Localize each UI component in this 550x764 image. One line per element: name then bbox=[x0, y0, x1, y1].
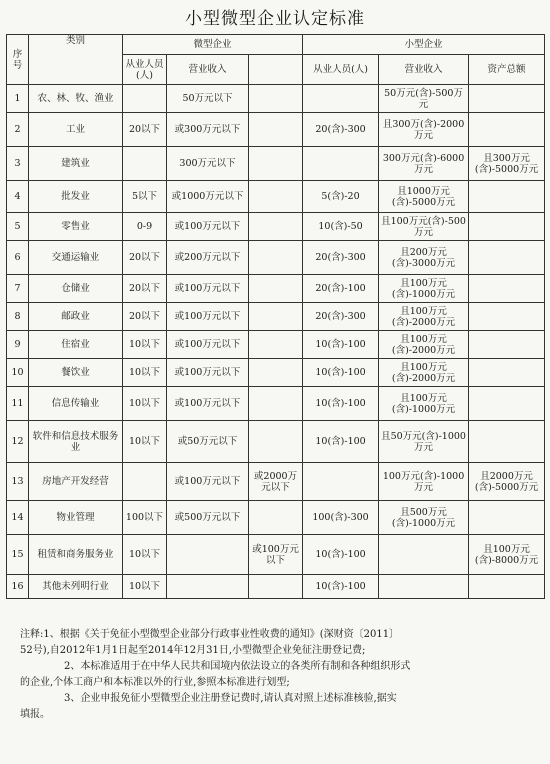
small-employees: 20(含)-100 bbox=[303, 275, 379, 303]
small-assets bbox=[469, 85, 545, 113]
header-small: 小型企业 bbox=[303, 35, 545, 55]
row-number: 5 bbox=[7, 213, 29, 241]
row-number: 10 bbox=[7, 359, 29, 387]
micro-revenue: 或500万元以下 bbox=[167, 501, 249, 535]
micro-assets bbox=[249, 241, 303, 275]
header-micro-assets bbox=[249, 55, 303, 85]
header-small-revenue: 营业收入 bbox=[379, 55, 469, 85]
small-revenue: 且100万元(含)-1000万元 bbox=[379, 387, 469, 421]
table-row bbox=[7, 275, 545, 303]
row-category: 餐饮业 bbox=[29, 359, 123, 387]
table-row bbox=[7, 421, 545, 463]
row-category: 交通运输业 bbox=[29, 241, 123, 275]
table-row bbox=[7, 501, 545, 535]
row-category: 软件和信息技术服务业 bbox=[29, 421, 123, 463]
small-employees: 10(含)-100 bbox=[303, 331, 379, 359]
row-number: 12 bbox=[7, 421, 29, 463]
micro-employees: 100以下 bbox=[123, 501, 167, 535]
micro-employees: 20以下 bbox=[123, 303, 167, 331]
micro-assets bbox=[249, 421, 303, 463]
small-assets bbox=[469, 303, 545, 331]
micro-revenue: 50万元以下 bbox=[167, 85, 249, 113]
small-revenue: 且100万元(含)-1000万元 bbox=[379, 275, 469, 303]
table-row bbox=[7, 85, 545, 113]
small-employees: 10(含)-100 bbox=[303, 575, 379, 599]
header-micro-revenue: 营业收入 bbox=[167, 55, 249, 85]
micro-revenue: 或50万元以下 bbox=[167, 421, 249, 463]
page-title: 小型微型企业认定标准 bbox=[185, 9, 365, 29]
micro-assets bbox=[249, 331, 303, 359]
small-assets bbox=[469, 575, 545, 599]
small-assets bbox=[469, 421, 545, 463]
row-number: 15 bbox=[7, 535, 29, 575]
small-employees: 10(含)-100 bbox=[303, 535, 379, 575]
small-employees: 100(含)-300 bbox=[303, 501, 379, 535]
table-row bbox=[7, 575, 545, 599]
header-small-assets: 资产总额 bbox=[469, 55, 545, 85]
micro-employees: 10以下 bbox=[123, 359, 167, 387]
table-row bbox=[7, 147, 545, 181]
row-category: 住宿业 bbox=[29, 331, 123, 359]
micro-revenue: 或100万元以下 bbox=[167, 275, 249, 303]
micro-employees: 20以下 bbox=[123, 275, 167, 303]
small-revenue: 且1000万元(含)-5000万元 bbox=[379, 181, 469, 213]
small-employees: 20(含)-300 bbox=[303, 113, 379, 147]
micro-employees bbox=[123, 147, 167, 181]
note-1-cont: 52号),自2012年1月1日起至2014年12月31日,小型微型企业免征注册登记费; bbox=[20, 645, 366, 656]
small-assets bbox=[469, 387, 545, 421]
small-revenue: 且50万元(含)-1000万元 bbox=[379, 421, 469, 463]
micro-employees bbox=[123, 463, 167, 501]
table-row bbox=[7, 387, 545, 421]
row-number: 1 bbox=[7, 85, 29, 113]
small-assets bbox=[469, 359, 545, 387]
row-category: 租赁和商务服务业 bbox=[29, 535, 123, 575]
row-number: 7 bbox=[7, 275, 29, 303]
micro-employees: 5以下 bbox=[123, 181, 167, 213]
micro-assets bbox=[249, 181, 303, 213]
micro-employees: 10以下 bbox=[123, 331, 167, 359]
note-3: 3、企业申报免征小型微型企业注册登记费时,请认真对照上述标准核验,据实 bbox=[64, 693, 397, 704]
table-row bbox=[7, 213, 545, 241]
notes bbox=[20, 627, 540, 723]
micro-revenue: 或100万元以下 bbox=[167, 303, 249, 331]
small-employees: 10(含)-50 bbox=[303, 213, 379, 241]
table-row bbox=[7, 359, 545, 387]
small-assets bbox=[469, 331, 545, 359]
table-row bbox=[7, 535, 545, 575]
micro-revenue: 或100万元以下 bbox=[167, 213, 249, 241]
micro-assets bbox=[249, 113, 303, 147]
note-3-cont: 填报。 bbox=[20, 709, 50, 720]
small-revenue: 50万元(含)-500万元 bbox=[379, 85, 469, 113]
header-micro-employees: 从业人员(人) bbox=[123, 55, 167, 85]
table-row bbox=[7, 463, 545, 501]
small-revenue: 且300万(含)-2000万元 bbox=[379, 113, 469, 147]
row-number: 14 bbox=[7, 501, 29, 535]
small-assets bbox=[469, 113, 545, 147]
row-category: 信息传输业 bbox=[29, 387, 123, 421]
micro-revenue: 或300万元以下 bbox=[167, 113, 249, 147]
small-revenue: 100万元(含)-1000万元 bbox=[379, 463, 469, 501]
small-employees: 10(含)-100 bbox=[303, 421, 379, 463]
micro-revenue: 或100万元以下 bbox=[167, 387, 249, 421]
table-row bbox=[7, 303, 545, 331]
micro-assets bbox=[249, 359, 303, 387]
small-revenue: 且100万元(含)-2000万元 bbox=[379, 303, 469, 331]
micro-revenue: 300万元以下 bbox=[167, 147, 249, 181]
micro-revenue bbox=[167, 535, 249, 575]
standards-table bbox=[6, 34, 545, 599]
small-revenue bbox=[379, 535, 469, 575]
small-assets bbox=[469, 501, 545, 535]
micro-assets bbox=[249, 275, 303, 303]
row-category: 工业 bbox=[29, 113, 123, 147]
table-row bbox=[7, 241, 545, 275]
row-category: 仓储业 bbox=[29, 275, 123, 303]
row-category: 零售业 bbox=[29, 213, 123, 241]
micro-employees: 0-9 bbox=[123, 213, 167, 241]
row-category: 建筑业 bbox=[29, 147, 123, 181]
small-revenue: 300万元(含)-6000万元 bbox=[379, 147, 469, 181]
small-employees bbox=[303, 147, 379, 181]
small-assets bbox=[469, 275, 545, 303]
row-number: 8 bbox=[7, 303, 29, 331]
small-revenue: 且500万元(含)-1000万元 bbox=[379, 501, 469, 535]
note-2: 2、本标准适用于在中华人民共和国境内依法设立的各类所有制和各种组织形式 bbox=[64, 661, 411, 672]
micro-employees: 10以下 bbox=[123, 421, 167, 463]
table-row bbox=[7, 181, 545, 213]
small-employees: 10(含)-100 bbox=[303, 387, 379, 421]
row-number: 4 bbox=[7, 181, 29, 213]
note-1: 注释:1、根据《关于免征小型微型企业部分行政事业性收费的通知》(深财资〔2011〕 bbox=[20, 629, 400, 640]
small-revenue: 且200万元(含)-3000万元 bbox=[379, 241, 469, 275]
header-seq: 序号 bbox=[7, 35, 29, 85]
micro-employees bbox=[123, 85, 167, 113]
micro-revenue: 或200万元以下 bbox=[167, 241, 249, 275]
row-number: 6 bbox=[7, 241, 29, 275]
micro-employees: 10以下 bbox=[123, 575, 167, 599]
micro-assets bbox=[249, 213, 303, 241]
small-revenue bbox=[379, 575, 469, 599]
row-number: 9 bbox=[7, 331, 29, 359]
micro-revenue: 或100万元以下 bbox=[167, 331, 249, 359]
micro-employees: 20以下 bbox=[123, 113, 167, 147]
small-employees bbox=[303, 463, 379, 501]
table-row bbox=[7, 113, 545, 147]
micro-revenue: 或100万元以下 bbox=[167, 463, 249, 501]
small-employees: 20(含)-300 bbox=[303, 241, 379, 275]
micro-revenue: 或100万元以下 bbox=[167, 359, 249, 387]
small-assets bbox=[469, 241, 545, 275]
small-assets: 且100万元(含)-8000万元 bbox=[469, 535, 545, 575]
note-2-cont: 的企业,个体工商户和本标准以外的行业,参照本标准进行划型; bbox=[20, 677, 290, 688]
small-assets bbox=[469, 213, 545, 241]
row-category: 其他未列明行业 bbox=[29, 575, 123, 599]
table-row bbox=[7, 331, 545, 359]
header-category: 类别 bbox=[29, 35, 123, 85]
row-number: 16 bbox=[7, 575, 29, 599]
small-assets: 且2000万元(含)-5000万元 bbox=[469, 463, 545, 501]
row-category: 物业管理 bbox=[29, 501, 123, 535]
header-row-1 bbox=[7, 35, 545, 55]
row-category: 房地产开发经营 bbox=[29, 463, 123, 501]
micro-assets bbox=[249, 575, 303, 599]
micro-revenue bbox=[167, 575, 249, 599]
small-employees: 10(含)-100 bbox=[303, 359, 379, 387]
small-revenue: 且100万元(含)-2000万元 bbox=[379, 359, 469, 387]
micro-revenue: 或1000万元以下 bbox=[167, 181, 249, 213]
small-employees: 5(含)-20 bbox=[303, 181, 379, 213]
small-employees bbox=[303, 85, 379, 113]
micro-assets bbox=[249, 303, 303, 331]
micro-employees: 10以下 bbox=[123, 535, 167, 575]
row-number: 11 bbox=[7, 387, 29, 421]
row-number: 2 bbox=[7, 113, 29, 147]
micro-assets bbox=[249, 85, 303, 113]
row-number: 3 bbox=[7, 147, 29, 181]
header-small-employees: 从业人员(人) bbox=[303, 55, 379, 85]
small-revenue: 且100万元(含)-2000万元 bbox=[379, 331, 469, 359]
micro-assets: 或2000万元以下 bbox=[249, 463, 303, 501]
row-category: 批发业 bbox=[29, 181, 123, 213]
header-micro: 微型企业 bbox=[123, 35, 303, 55]
micro-employees: 20以下 bbox=[123, 241, 167, 275]
small-assets: 且300万元(含)-5000万元 bbox=[469, 147, 545, 181]
small-assets bbox=[469, 181, 545, 213]
row-category: 邮政业 bbox=[29, 303, 123, 331]
micro-assets bbox=[249, 501, 303, 535]
small-employees: 20(含)-300 bbox=[303, 303, 379, 331]
row-category: 农、林、牧、渔业 bbox=[29, 85, 123, 113]
micro-assets bbox=[249, 147, 303, 181]
micro-assets bbox=[249, 387, 303, 421]
micro-assets: 或100万元以下 bbox=[249, 535, 303, 575]
row-number: 13 bbox=[7, 463, 29, 501]
micro-employees: 10以下 bbox=[123, 387, 167, 421]
small-revenue: 且100万元(含)-500万元 bbox=[379, 213, 469, 241]
